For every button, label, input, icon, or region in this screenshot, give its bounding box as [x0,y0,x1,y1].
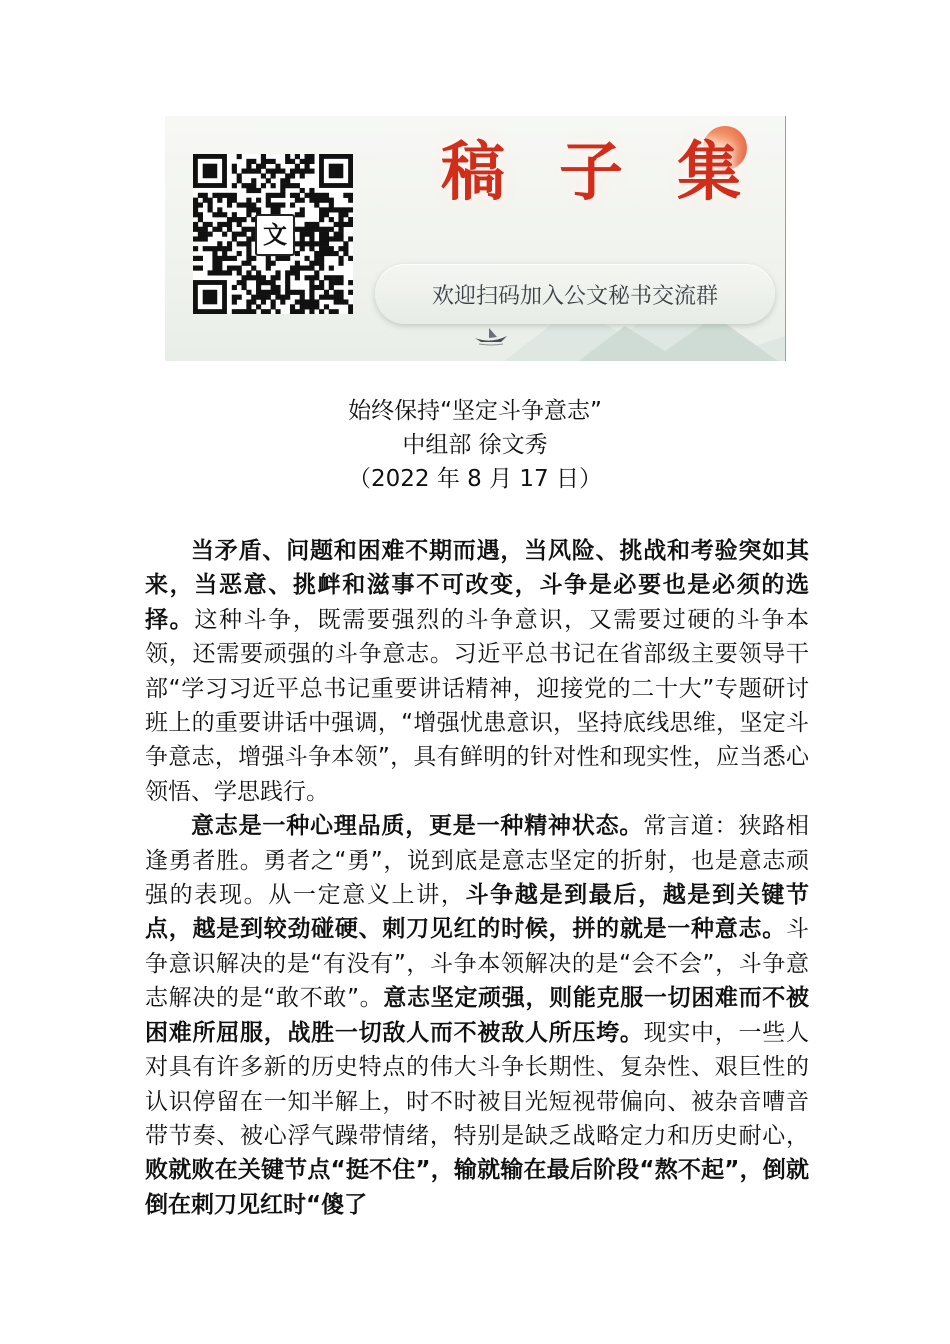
brand-char-1: 稿 [441,135,505,210]
text-run: 现实中，一些人对具有许多新的历史特点的伟大斗争长期性、复杂性、艰巨性的认识停留在一知半解上，时不时被目光短视带偏向、被杂音嘈音带节奏、被心浮气躁带情绪，特别是缺乏战略定力和历史耐心， [145,1019,810,1149]
text-run: 斗争意识解决的是“有没有”，斗争本领解决的是“会不会”，斗争意志解决的是“敢不敢”。 [145,916,809,1012]
text-run: 常言道：狭路相逢勇者胜。勇者之“勇”，说到底是意志坚定的折射，也是意志顽强的表现。从一定意义上讲， [145,813,810,909]
article-body [145,534,809,1222]
slogan-pill [375,264,775,324]
brand-logo [441,135,741,210]
paragraph-1 [145,534,809,809]
text-run: 这种斗争，既需要强烈的斗争意识，又需要过硬的斗争本领，还需要顽强的斗争意志。习近平总书记在省部级主要领导干部“学习习近平总书记重要讲话精神，迎接党的二十大”专题研讨班上的重要讲话中强调，“增强忧患意识，坚持底线思维，坚定斗争意志，增强斗争本领”，具有鲜明的针对性和现实性，应当悉心领悟、学思践行。 [145,606,810,805]
article-author: 中组部 徐文秀 [402,432,548,458]
bold-text-run: 败就败在关键节点“挺不住”，输就输在最后阶段“熬不起”，倒就倒在刺刀见红时“傻了 [145,1157,809,1218]
bold-text-run: 意志是一种心理品质，更是一种精神状态。 [191,813,644,840]
article-date: （2022 年 8 月 17 日） [348,466,602,492]
slogan-text: 欢迎扫码加入公文秘书交流群 [431,283,718,309]
article-title: 始终保持“坚定斗争意志” [348,398,602,424]
brand-char-2: 子 [559,135,623,210]
boat-icon [471,324,511,346]
bold-text-run: 斗争越是到最后，越是到关键节点，越是到较劲碰硬、刺刀见红的时候，拼的就是一种意志。 [145,882,810,943]
promo-banner [165,116,786,361]
qr-code[interactable] [193,154,353,314]
qr-badge-logo: 文 [255,214,295,256]
paragraph-2 [145,809,809,1222]
brand-char-3: 集 [677,135,741,210]
article-header [0,394,950,496]
bold-text-run: 意志坚定顽强，则能克服一切困难而不被困难所屈服，战胜一切敌人而不被敌人所压垮。 [145,985,809,1046]
bold-text-run: 当矛盾、问题和困难不期而遇，当风险、挑战和考验突如其来，当恶意、挑衅和滋事不可改变，斗争是必要也是必须的选择。 [145,538,809,633]
